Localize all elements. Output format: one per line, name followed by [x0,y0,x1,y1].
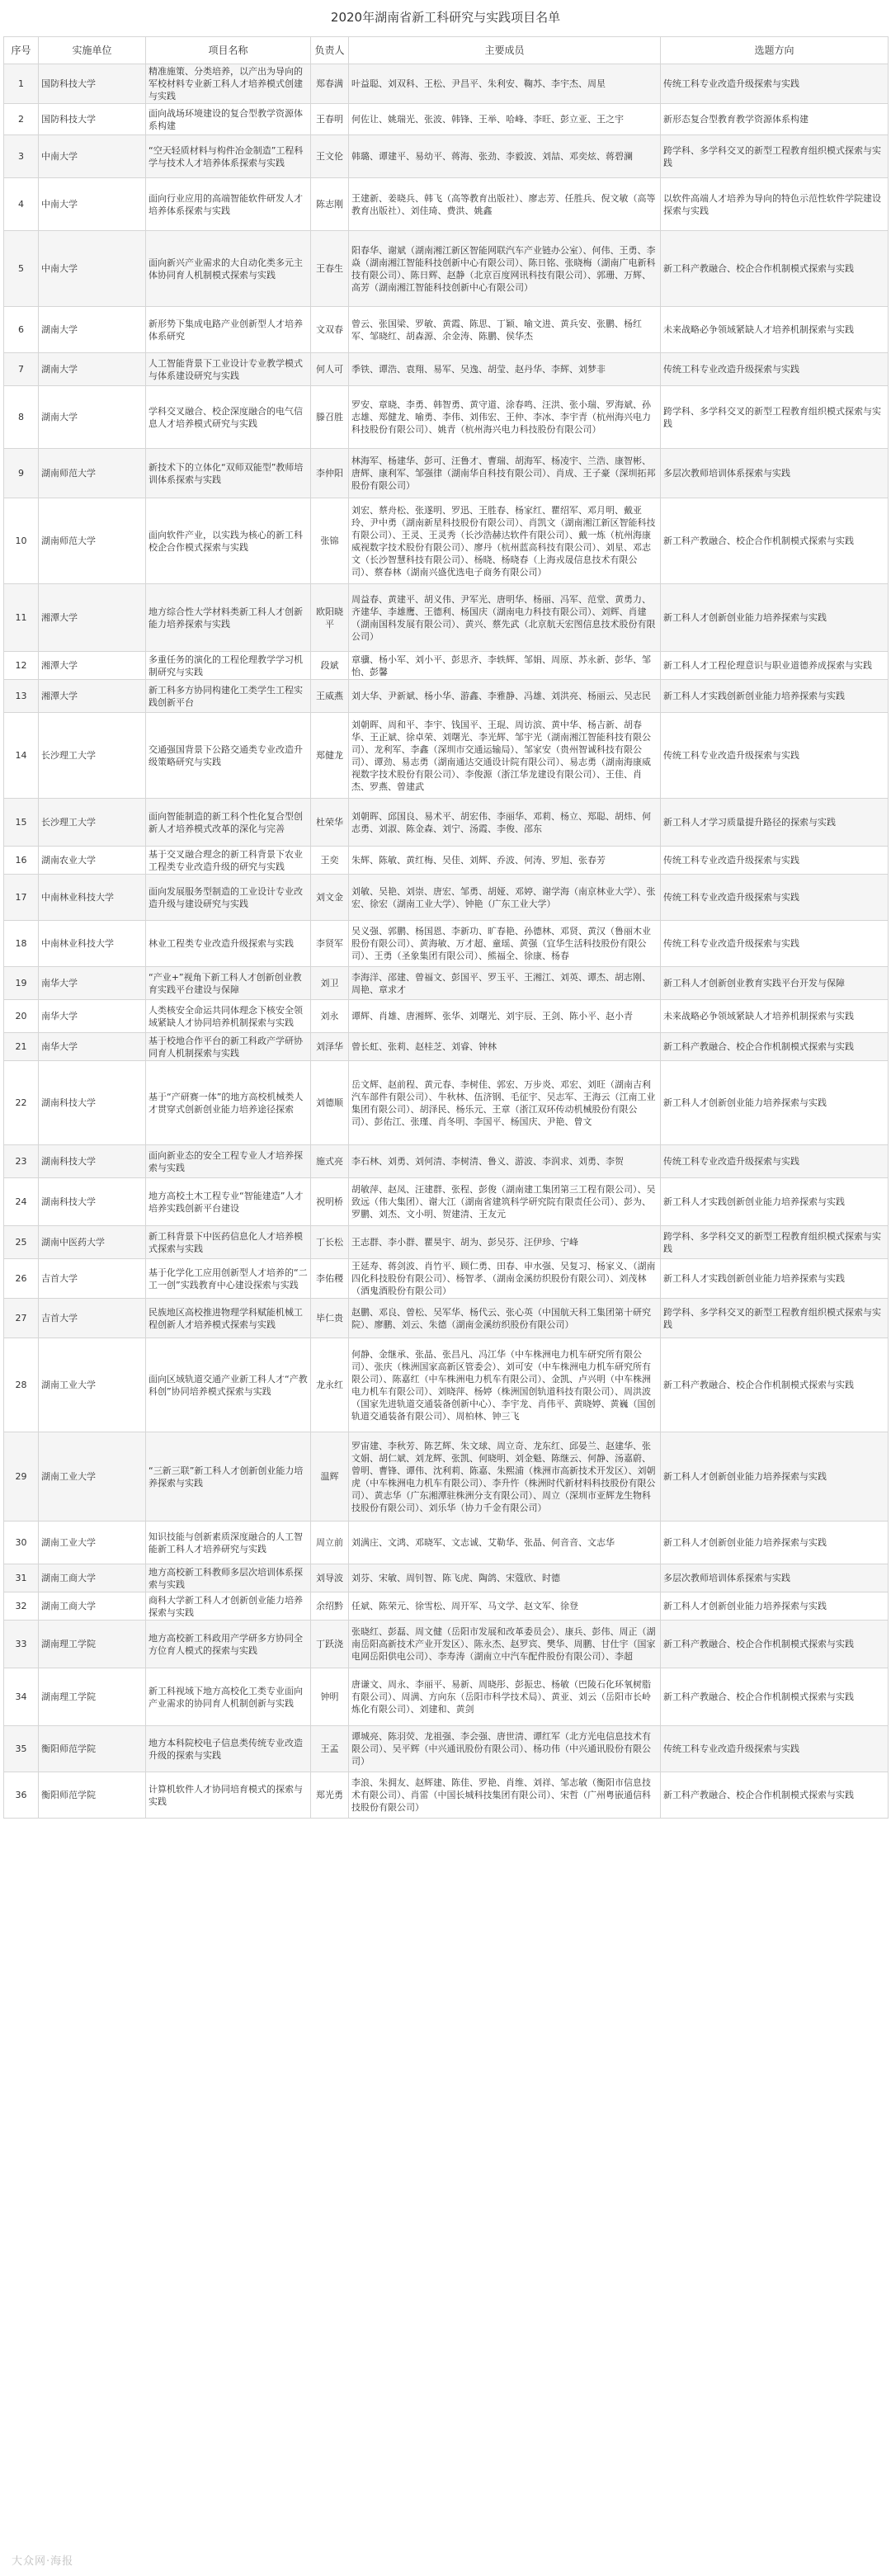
row-members: 谭辉、肖雄、唐湘辉、张华、刘曙光、刘宇辰、王剑、陈小平、赵小青 [349,1000,661,1033]
row-direction: 新工科产教融合、校企合作机制模式探索与实践 [661,1033,889,1061]
row-number: 20 [4,1000,39,1033]
row-project: 面向战场环境建设的复合型教学资源体系构建 [146,104,311,135]
row-number: 3 [4,135,39,178]
table-row [4,353,889,386]
row-direction: 未来战略必争领域紧缺人才培养机制探索与实践 [661,1000,889,1033]
row-project: 面向软件产业，以实践为核心的新工科校企合作模式探索与实践 [146,498,311,584]
row-leader: 郑光勇 [311,1772,349,1819]
row-unit: 吉首大学 [39,1259,146,1299]
row-members: 王建新、姜晓兵、韩飞（高等教育出版社）、廖志芳、任胜兵、倪文敏（高等教育出版社）、刘佳琦、费洪、姚鑫 [349,178,661,231]
row-members: 赵鹏、邓良、曾松、吴军华、杨代云、张心英（中国航天科工集团第十研究院）、廖鹏、刘云、朱德（湖南金溪纺织股份有限公司） [349,1299,661,1338]
row-members: 曾云、张国梁、罗敏、黄霞、陈思、丁颖、喻文进、黄兵安、张鹏、杨红军、邹晓红、胡森源、余金涛、陈鹏、侯华杰 [349,307,661,353]
row-direction: 跨学科、多学科交叉的新型工程教育组织模式探索与实践 [661,1226,889,1259]
row-direction: 新工科产教融合、校企合作机制模式探索与实践 [661,1621,889,1668]
row-project: 商科大学新工科人才创新创业能力培养探索与实践 [146,1592,311,1621]
table-row [4,1522,889,1564]
row-members: 何静、金继承、张晶、张昌凡、冯江华（中车株洲电力机车研究所有限公司）、张庆（株洲国家高新区管委会）、刘可安（中车株洲电力机车研究所有限公司）、陈嘉红（中车株洲电力机车有限公司）、金凯、卢兴明（中车株洲电力机车有限公司）、刘晓萍、杨婷（株洲国创轨道科技有限公司）、周洪波（国家先进轨道交通装备创新中心）、李宇龙、肖伟平、黄晓婷、黄巍（国创轨道交通装备有限公司）、周柏林、钟三飞 [349,1338,661,1432]
row-members: 王延寿、蒋剑波、肖竹平、顾仁勇、田春、申水强、吴复习、杨家义、（湖南四化科技股份有限公司）、杨智孝、（湖南金溪纺织股份有限公司）、刘茂林（酒鬼酒股份有限公司） [349,1259,661,1299]
row-leader: 王威燕 [311,680,349,713]
row-project: 基于交叉融合理念的新工科背景下农业工程类专业改造升级的研究与实践 [146,847,311,875]
table-row [4,1772,889,1819]
row-unit: 长沙理工大学 [39,713,146,799]
table-row [4,1259,889,1299]
row-leader: 刘德顺 [311,1061,349,1145]
row-number: 13 [4,680,39,713]
table-row [4,921,889,967]
row-members: 林海军、杨建华、彭可、汪鲁才、曹瑞、胡海军、杨凌宇、兰浩、康智彬、唐辉、康利军、邹强律（湖南华自科技有限公司）、肖成、王子豪（深圳拓邦股份有限公司） [349,449,661,498]
row-leader: 余绍黔 [311,1592,349,1621]
row-unit: 湖南工业大学 [39,1522,146,1564]
row-leader: 祝明桥 [311,1178,349,1226]
row-leader: 欧阳晓平 [311,584,349,652]
row-direction: 跨学科、多学科交叉的新型工程教育组织模式探索与实践 [661,1299,889,1338]
row-leader: 滕召胜 [311,386,349,449]
row-unit: 湖南工商大学 [39,1564,146,1592]
row-direction: 传统工科专业改造升级探索与实践 [661,847,889,875]
row-members: 刘大华、尹新斌、杨小华、游鑫、李雅静、冯雄、刘洪亮、杨丽云、吴志民 [349,680,661,713]
row-members: 章骥、杨小军、刘小平、彭思齐、李轶辉、邹娟、周原、苏永新、彭华、邹怡、彭馨 [349,652,661,680]
row-project: “三新三联”新工科人才创新创业能力培养探索与实践 [146,1432,311,1522]
row-direction: 新工科人才创新创业能力培养探索与实践 [661,1061,889,1145]
header-unit: 实施单位 [39,37,146,64]
row-number: 2 [4,104,39,135]
table-row [4,1726,889,1772]
row-number: 30 [4,1522,39,1564]
row-project: 新形势下集成电路产业创新型人才培养体系研究 [146,307,311,353]
row-project: “产业+”视角下新工科人才创新创业教育实践平台建设与保障 [146,967,311,1000]
row-project: 人类核安全命运共同体理念下核安全领域紧缺人才协同培养机制探索与实践 [146,1000,311,1033]
row-unit: 中南林业科技大学 [39,875,146,921]
header-leader: 负责人 [311,37,349,64]
row-unit: 中南大学 [39,231,146,307]
row-unit: 湖南工业大学 [39,1432,146,1522]
table-row [4,799,889,847]
row-number: 29 [4,1432,39,1522]
row-unit: 国防科技大学 [39,104,146,135]
table-row [4,1299,889,1338]
row-project: 面向区域轨道交通产业新工科人才“产教科创”协同培养模式探索与实践 [146,1338,311,1432]
row-number: 10 [4,498,39,584]
header-members: 主要成员 [349,37,661,64]
row-direction: 跨学科、多学科交叉的新型工程教育组织模式探索与实践 [661,386,889,449]
table-row [4,104,889,135]
row-number: 34 [4,1668,39,1726]
table-row [4,1061,889,1145]
table-row [4,1033,889,1061]
row-project: 面向新业态的安全工程专业人才培养探索与实践 [146,1145,311,1178]
row-unit: 湘潭大学 [39,652,146,680]
table-row [4,847,889,875]
row-number: 9 [4,449,39,498]
row-number: 24 [4,1178,39,1226]
table-row [4,713,889,799]
row-members: 阳春华、谢斌（湖南湘江新区智能网联汽车产业链办公室）、何伟、王勇、李焱（湖南湘江智能科技创新中心有限公司）、陈日铭、张晓梅（湖南广电新科技有限公司）、陈日辉、赵静（北京百度网讯科技有限公司）、郭珊、万辉、高芳（湖南湘江智能科技创新中心有限公司） [349,231,661,307]
row-project: 基于校地合作平台的新工科政产学研协同育人机制探索与实践 [146,1033,311,1061]
row-direction: 传统工科专业改造升级探索与实践 [661,64,889,104]
row-direction: 新工科产教融合、校企合作机制模式探索与实践 [661,1668,889,1726]
row-leader: 施式亮 [311,1145,349,1178]
row-direction: 新工科人才实践创新创业能力培养探索与实践 [661,1259,889,1299]
row-leader: 李仲阳 [311,449,349,498]
row-unit: 南华大学 [39,1033,146,1061]
table-row [4,1668,889,1726]
row-number: 32 [4,1592,39,1621]
row-direction: 新工科人才创新创业能力培养探索与实践 [661,1432,889,1522]
table-row [4,1226,889,1259]
row-number: 19 [4,967,39,1000]
row-members: 任斌、陈荣元、徐雪松、周开军、马文学、赵文军、徐登 [349,1592,661,1621]
row-unit: 南华大学 [39,967,146,1000]
row-unit: 湖南师范大学 [39,498,146,584]
row-number: 26 [4,1259,39,1299]
row-number: 18 [4,921,39,967]
row-leader: 王文伦 [311,135,349,178]
header-number: 序号 [4,37,39,64]
row-unit: 湘潭大学 [39,584,146,652]
row-number: 31 [4,1564,39,1592]
row-direction: 跨学科、多学科交叉的新型工程教育组织模式探索与实践 [661,135,889,178]
table-row [4,584,889,652]
table-row [4,1564,889,1592]
row-project: 学科交叉融合、校企深度融合的电气信息人才培养模式研究与实践 [146,386,311,449]
row-direction: 传统工科专业改造升级探索与实践 [661,713,889,799]
row-number: 23 [4,1145,39,1178]
table-row [4,875,889,921]
row-number: 6 [4,307,39,353]
project-list-table [3,36,889,1819]
row-leader: 王孟 [311,1726,349,1772]
row-number: 1 [4,64,39,104]
row-members: 刘朝晖、周和平、李宇、钱国平、王琨、周访滨、黄中华、杨吉新、胡春华、王正斌、徐卓荣、刘曙光、李光辉、邹宇光（湖南湘江智能科技有限公司）、龙利军、李鑫（深圳市交通运输局）、邹家安（贵州智诚科技有限公司）、谭劲、易志勇（湖南通达交通设计院有限公司）、易志勇（湖南海康威视数字技术股份有限公司）、李俊源（浙江华龙建设有限公司）、王佳、肖杰、罗燕、曾建武 [349,713,661,799]
row-project: 地方综合性大学材料类新工科人才创新能力培养探索与实践 [146,584,311,652]
row-unit: 中南大学 [39,178,146,231]
row-unit: 中南林业科技大学 [39,921,146,967]
row-direction: 以软件高端人才培养为导向的特色示范性软件学院建设探索与实践 [661,178,889,231]
table-row [4,178,889,231]
row-project: 知识技能与创新素质深度融合的人工智能新工科人才培养研究与实践 [146,1522,311,1564]
row-project: 新工科背景下中医药信息化人才培养模式探索与实践 [146,1226,311,1259]
watermark: 大众网·海报 [12,2555,74,2568]
row-leader: 刘泽华 [311,1033,349,1061]
table-row [4,135,889,178]
row-project: 面向行业应用的高端智能软件研发人才培养体系探索与实践 [146,178,311,231]
row-leader: 周立前 [311,1522,349,1564]
row-project: 计算机软件人才协同培育模式的探索与实践 [146,1772,311,1819]
row-unit: 湖南科技大学 [39,1178,146,1226]
row-members: 刘满庄、文鸿、邓晓军、文志诚、艾勒华、张晶、何音音、文志华 [349,1522,661,1564]
row-members: 谭城亮、陈羽荧、龙祖强、李会强、唐世清、谭红军（北方光电信息技术有限公司）、吴平辉（中兴通讯股份有限公司）、杨功伟（中兴通讯股份有限公司） [349,1726,661,1772]
page-title: 2020年湖南省新工科研究与实践项目名单 [330,10,561,25]
row-project: 多重任务的演化的工程伦理教学学习机制研究与实践 [146,652,311,680]
row-number: 15 [4,799,39,847]
row-members: 吴义强、郭鹏、杨国恩、李新功、旷春艳、孙德林、邓贤、黄汉（鲁丽木业股份有限公司）、黄海敏、万才超、童瑶、黄强（宜华生活科技股份有限公司）、王勇（圣象集团有限公司）、熊福全、徐康、杨春 [349,921,661,967]
row-direction: 新工科产教融合、校企合作机制模式探索与实践 [661,1338,889,1432]
row-project: 基于化学化工应用创新型人才培养的“二工一创”实践教育中心建设探索与实践 [146,1259,311,1299]
row-leader: 刘导波 [311,1564,349,1592]
row-members: 李浪、朱拥友、赵辉建、陈佳、罗艳、肖维、刘祥、邹志敏（衡阳市信息技术有限公司）、肖雷（中国长城科技集团有限公司）、宋哲（广州粤嵌通信科技股份有限公司） [349,1772,661,1819]
row-leader: 杜荣华 [311,799,349,847]
row-number: 7 [4,353,39,386]
row-number: 4 [4,178,39,231]
row-members: 李海洋、邵建、曾福文、彭国平、罗玉平、王湘江、刘英、谭杰、胡志刚、周艳、章求才 [349,967,661,1000]
row-members: 曾长虹、张莉、赵桂芝、刘睿、钟林 [349,1033,661,1061]
row-project: 新工科多方协同构建化工类学生工程实践创新平台 [146,680,311,713]
row-number: 28 [4,1338,39,1432]
row-unit: 湖南农业大学 [39,847,146,875]
row-direction: 传统工科专业改造升级探索与实践 [661,921,889,967]
row-project: 新技术下的立体化“双师双能型”教师培训体系探索与实践 [146,449,311,498]
row-unit: 湖南理工学院 [39,1668,146,1726]
row-project: 林业工程类专业改造升级探索与实践 [146,921,311,967]
row-number: 36 [4,1772,39,1819]
row-members: 叶益聪、刘双科、王松、尹昌平、朱利安、鞠苏、李宇杰、周星 [349,64,661,104]
row-members: 胡敏萍、赵凤、汪建群、张程、彭俊（湖南建工集团第三工程有限公司）、吴致远（伟大集团）、谢大江（湖南省建筑科学研究院有限责任公司）、彭为、罗鹏、刘杰、文小明、贺建清、王友元 [349,1178,661,1226]
row-number: 8 [4,386,39,449]
row-project: 地方高校土木工程专业“智能建造”人才培养实践创新平台建设 [146,1178,311,1226]
row-unit: 长沙理工大学 [39,799,146,847]
row-leader: 张锦 [311,498,349,584]
row-project: 地方高校新工科教师多层次培训体系探索与实践 [146,1564,311,1592]
row-project: 民族地区高校推进物理学科赋能机械工程创新人才培养模式探索与实践 [146,1299,311,1338]
row-number: 25 [4,1226,39,1259]
row-unit: 湖南理工学院 [39,1621,146,1668]
row-leader: 文双春 [311,307,349,353]
row-members: 季铁、谭浩、袁翔、易军、吴逸、胡莹、赵丹华、李辉、刘梦非 [349,353,661,386]
row-members: 周益春、黄建平、胡义伟、尹军光、唐明华、杨丽、冯军、范堂、黄勇力、齐建华、李雄鹰、王德利、杨国庆（湖南电力科技有限公司）、刘辉、肖建（湖南国科发展有限公司）、黄兴、蔡先武（北京航天宏图信息技术股份有限公司） [349,584,661,652]
table-row [4,1338,889,1432]
table-header-row [4,37,889,64]
row-direction: 传统工科专业改造升级探索与实践 [661,875,889,921]
row-members: 韩璐、谭建平、易幼平、蒋海、张劲、李毅波、刘喆、邓奕炫、蒋碧澜 [349,135,661,178]
row-unit: 湖南大学 [39,307,146,353]
row-members: 刘宏、蔡舟松、张遂明、罗迅、王胜春、杨家红、瞿绍军、邓月明、戴亚玲、尹中勇（湖南新星科技股份有限公司）、肖凯文（湖南湘江新区智能科技有限公司）、王灵、王灵秀（长沙浩赫达软件有限公司）、戴一炼（杭州海康威视数字技术股份有限公司）、廖丹（杭州蓝高科技有限公司）、刘星、邓志文（长沙智慧科技有限公司）、杨晓、杨晓春（上海戎晟信息技术有限公司）、蔡春林（湖南兴盛优选电子商务有限公司） [349,498,661,584]
row-number: 5 [4,231,39,307]
row-unit: 国防科技大学 [39,64,146,104]
table-row [4,386,889,449]
row-number: 17 [4,875,39,921]
row-leader: 刘永 [311,1000,349,1033]
row-direction: 新工科人才实践创新创业能力培养探索与实践 [661,680,889,713]
row-unit: 湖南师范大学 [39,449,146,498]
row-project: 交通强国背景下公路交通类专业改造升级策略研究与实践 [146,713,311,799]
row-project: 面向发展服务型制造的工业设计专业改造升级与建设研究与实践 [146,875,311,921]
row-leader: 刘卫 [311,967,349,1000]
row-direction: 新工科产教融合、校企合作机制模式探索与实践 [661,498,889,584]
row-leader: 丁跃浇 [311,1621,349,1668]
row-leader: 郑春满 [311,64,349,104]
table-row [4,967,889,1000]
table-row [4,231,889,307]
row-direction: 新工科人才实践创新创业能力培养探索与实践 [661,1178,889,1226]
row-members: 岳文辉、赵前程、黄元春、李树佳、郭宏、万步炎、邓宏、刘旺（湖南吉利汽车部件有限公司）、牛秋林、伍济钢、毛征宇、吴志军、王海云（江南工业集团有限公司）、胡泽民、杨乐元、王章（浙江双环传动机械股份有限公司）、彭佑江、张瑾、肖冬明、李国平、杨国庆、尹艳、曾文 [349,1061,661,1145]
table-row [4,449,889,498]
table-row [4,1592,889,1621]
table-row [4,1145,889,1178]
row-unit: 湖南大学 [39,386,146,449]
row-direction: 多层次教师培训体系探索与实践 [661,1564,889,1592]
row-leader: 李佑稷 [311,1259,349,1299]
row-direction: 新形态复合型教育教学资源体系构建 [661,104,889,135]
table-row [4,1178,889,1226]
row-leader: 温辉 [311,1432,349,1522]
table-row [4,1000,889,1033]
row-unit: 湖南大学 [39,353,146,386]
row-leader: 郑健龙 [311,713,349,799]
row-number: 27 [4,1299,39,1338]
row-members: 王志群、李小群、瞿昊宇、胡为、彭吴芬、汪伊珍、宁峰 [349,1226,661,1259]
row-leader: 刘文金 [311,875,349,921]
row-direction: 新工科人才学习质量提升路径的探索与实践 [661,799,889,847]
row-unit: 湖南科技大学 [39,1145,146,1178]
row-number: 12 [4,652,39,680]
row-unit: 南华大学 [39,1000,146,1033]
row-leader: 丁长松 [311,1226,349,1259]
header-project: 项目名称 [146,37,311,64]
row-number: 16 [4,847,39,875]
row-unit: 湖南工业大学 [39,1338,146,1432]
row-direction: 新工科产教融合、校企合作机制模式探索与实践 [661,231,889,307]
row-direction: 新工科人才创新创业能力培养探索与实践 [661,1592,889,1621]
table-row [4,1432,889,1522]
row-number: 33 [4,1621,39,1668]
row-project: 地方本科院校电子信息类传统专业改造升级的探索与实践 [146,1726,311,1772]
row-project: 面向新兴产业需求的大自动化类多元主体协同育人机制模式探索与实践 [146,231,311,307]
row-number: 22 [4,1061,39,1145]
row-project: “空天轻质材料与构件冶金制造”工程科学与技术人才培养体系探索与实践 [146,135,311,178]
table-row [4,680,889,713]
row-leader: 何人可 [311,353,349,386]
row-leader: 龙永红 [311,1338,349,1432]
row-members: 唐谦文、周永、李丽平、易新、周晓彤、彭振忠、杨敏（巴陵石化环氧树脂有限公司）、周满、方向东（岳阳市科学技术局）、黄亚、刘云（岳阳市长岭炼化有限公司）、刘建和、黄剑 [349,1668,661,1726]
row-project: 基于“产研赛一体”的地方高校机械类人才贯穿式创新创业能力培养途径探索 [146,1061,311,1145]
row-unit: 衡阳师范学院 [39,1772,146,1819]
row-members: 李石林、刘勇、刘何清、李树清、鲁义、游波、李润求、刘勇、李贺 [349,1145,661,1178]
row-members: 刘朝晖、邱国良、易术平、胡宏伟、李丽华、邓莉、杨立、郑聪、胡炜、何志勇、刘淑、陈金森、刘宁、汤霞、李俊、邵东 [349,799,661,847]
row-leader: 王奕 [311,847,349,875]
row-unit: 湖南中医药大学 [39,1226,146,1259]
table-row [4,652,889,680]
row-leader: 毕仁贵 [311,1299,349,1338]
row-unit: 吉首大学 [39,1299,146,1338]
row-direction: 传统工科专业改造升级探索与实践 [661,1145,889,1178]
row-leader: 段斌 [311,652,349,680]
row-leader: 钟明 [311,1668,349,1726]
row-leader: 李贤军 [311,921,349,967]
row-unit: 中南大学 [39,135,146,178]
row-unit: 湘潭大学 [39,680,146,713]
row-members: 何佐让、姚瑞光、张波、韩锋、王举、哈峰、李旺、彭立亚、王之宇 [349,104,661,135]
table-row [4,64,889,104]
row-members: 刘敏、吴艳、刘崇、唐宏、邹勇、胡娅、邓婷、谢学海（南京林业大学）、张宏、徐宏（湖南工业大学）、钟艳（广东工业大学） [349,875,661,921]
row-members: 刘芬、宋敏、周钊智、陈飞虎、陶鸽、宋蔻欣、时德 [349,1564,661,1592]
header-direction: 选题方向 [661,37,889,64]
row-unit: 湖南工商大学 [39,1592,146,1621]
row-project: 精准施策、分类培养，以产出为导向的军校材料专业新工科人才培养模式创建与实践 [146,64,311,104]
row-direction: 新工科产教融合、校企合作机制模式探索与实践 [661,1772,889,1819]
row-direction: 未来战略必争领域紧缺人才培养机制探索与实践 [661,307,889,353]
row-members: 罗安、章晓、李勇、韩智勇、黄守道、涂春鸣、汪洪、张小瑞、罗海斌、孙志雄、郑健龙、喻勇、李伟、刘伟宏、王仲、李冰、李宇青（杭州海兴电力科技股份有限公司）、姚青（杭州海兴电力科技股份有限公司） [349,386,661,449]
table-row [4,307,889,353]
table-row [4,1621,889,1668]
row-project: 新工科视域下地方高校化工类专业面向产业需求的协同育人机制创新与实践 [146,1668,311,1726]
row-members: 罗宙建、李秋芳、陈艺辉、朱文球、周立奇、龙东红、邱晏兰、赵建华、张文娟、胡仁斌、刘龙辉、张凯、何晓明、刘金魁、陈继云、何静、汤嘉蔚、曾明、曹锋、谭伟、沈利莉、陈嘉、朱熙浦（株洲市高新技术开发区）、刘朝虎（中车株洲电力机车有限公司）、李升忤（株洲时代新材料科技股份有限公司）、黄志华（广东湘潭驻株洲分支有限公司）、周立（深圳市亚辉龙生物科技股份有限公司）、刘乐华（协力千金有限公司） [349,1432,661,1522]
row-project: 人工智能背景下工业设计专业教学模式与体系建设研究与实践 [146,353,311,386]
row-direction: 新工科人才创新创业能力培养探索与实践 [661,1522,889,1564]
row-leader: 王春生 [311,231,349,307]
row-leader: 王春明 [311,104,349,135]
row-project: 面向智能制造的新工科个性化复合型创新人才培养模式改革的深化与完善 [146,799,311,847]
row-members: 朱辉、陈敏、黄红梅、吴佳、刘辉、乔波、何涛、罗旭、张春芳 [349,847,661,875]
row-number: 21 [4,1033,39,1061]
row-direction: 新工科人才创新创业能力培养探索与实践 [661,584,889,652]
row-number: 14 [4,713,39,799]
row-leader: 陈志刚 [311,178,349,231]
table-row [4,498,889,584]
row-number: 35 [4,1726,39,1772]
row-direction: 传统工科专业改造升级探索与实践 [661,353,889,386]
row-direction: 多层次教师培训体系探索与实践 [661,449,889,498]
row-direction: 传统工科专业改造升级探索与实践 [661,1726,889,1772]
row-direction: 新工科人才创新创业教育实践平台开发与保障 [661,967,889,1000]
row-project: 地方高校新工科政用产学研多方协同全方位育人模式的探索与实践 [146,1621,311,1668]
row-members: 张晓红、彭磊、周文健（岳阳市发展和改革委员会）、康兵、彭伟、周正（湖南岳阳高新技术产业开发区）、陈永杰、赵罗宾、樊华、周鹏、甘仕宇（国家电网岳阳供电公司）、李寿涛（湖南立中汽车配件股份有限公司）、李超 [349,1621,661,1668]
row-number: 11 [4,584,39,652]
row-direction: 新工科人才工程伦理意识与职业道德养成探索与实践 [661,652,889,680]
row-unit: 衡阳师范学院 [39,1726,146,1772]
row-unit: 湖南科技大学 [39,1061,146,1145]
